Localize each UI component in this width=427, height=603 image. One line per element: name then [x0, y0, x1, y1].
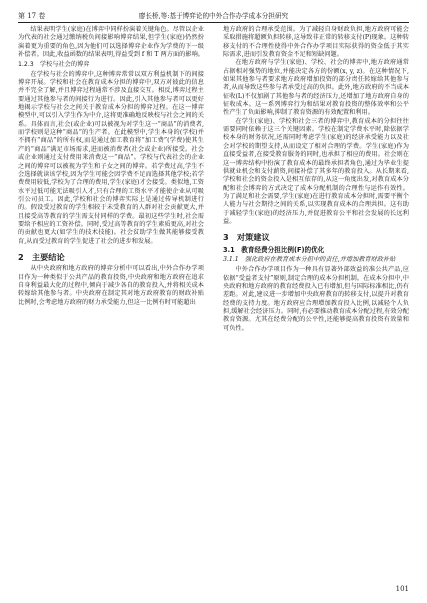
subsection-heading: 1.2.3 学校与社会的博弈	[18, 61, 90, 69]
paragraph: 从中央政府和地方政府的博弈分析中可以看出,中外合作办学项目作为一种类似于公共产品的教育投资,中央政府和地方政府在追求自身利益最大化的过程中,倾向于减少各自的教育投入,并将相关成本转嫁给其他参与者。中央政府在制定其对地方政府教育的财政补贴比例时,会考虑地方政府的财力承受能力,但这一比例有时可能超出	[18, 265, 204, 306]
running-header	[18, 10, 409, 23]
section-heading: 3 对策建议	[223, 232, 270, 243]
section-heading: 2 主要结论	[18, 251, 65, 262]
subsubsection-heading: 3.1.1 强化政府在教育成本分担中的责任,并增加教育财政补贴	[223, 255, 396, 263]
running-title: 廖长桥,等:基于博弈论的中外合作办学成本分担研究	[138, 12, 289, 20]
paragraph: 在学校与社会的博弈中,这种博弈常常以双方利益机制下的间接博弈开展。学校和社会在教育成本分担的博弈中,双方对彼此的信息并不完全了解,并且博弈过程通常不涉及直接交互。相反,博弈过程主要通过其他参与者的间接行为进行。因此,引入其他参与者可以更好地揭示学校与社会之间关于教育成本分担的博弈过程。在这一博弈模型中,可以引入学生作为中介,这将更准确地反映校与社会之间的关系。具体而言,社会(或企业)可以被视为对学生这一“商品”的消费者,而学校则是这种“商品”的生产者。在此模型中,学生本身的(学校)并不拥有“商品”的所有权,而是通过加工教育将“加工费”(学费)使其生产的“商品”满足市场需求,进而被消费者(社会或企业)所接受。社会或企业则通过支付费用来消费这一“商品”。学校与代表社会的企业之间的博弈可以被视为学生和子女之间的博弈。若学费过高,学生不会选择就读该学校,因为学生可能会因学费不足而选择其他学校;若学费费用较低,学校为了合理的费用,学生(家庭)才会接受。类似地,工资水平过低可能无法吸引人才,只有合理的工资水平才能使企业从可吸引公司员工。因此,学校和社会的博弈实际上是通过传导机制进行的。假设受过教育的学生相较于未受教育的人群对社会贡献更大,并且接受高等教育的学生需支付同样的学费。最初这些学生时,社会需要给予相应的工资补偿。同时,受过高等教育的学生素质更高,对社会的贡献也更大(如学生的技术技能)。社会贫助学生做其能够接受教育,从而受过教育的学生促进了社会的进步和发展。	[18, 70, 204, 245]
subsection-heading: 3.1 教育经费分担比例(F)的优化	[223, 245, 325, 254]
right-column	[223, 26, 409, 333]
left-column	[18, 26, 204, 307]
paragraph: 地方政府的合理承受范围。为了减轻自身财政负担,地方政府可能会采取措施将超额负担转移,这导致非正常的转移支付(P)现象。这种转移支付的不合理性使得中外合作办学项目实际获得的资金低于其实际需求,进而引发教育资金不足和短缺问题。	[223, 26, 409, 59]
paragraph: 结果表明学生(家庭)在博弈中同样扮演着关键角色。尽管以企业为代表的社会通过缴纳税负间接影响博弈结果,但学生(家庭)仍然扮演着更为重要的角色,因为他们可以选择博弈企业作为学费的下一级补偿者。因此,收益函数的结果表明,得益受到 f 和 T 两方面的影响。	[18, 26, 204, 59]
paragraph: 在地方政府与学生(家庭)、学校、社会的博弈中,地方政府通常占据相对强势的地位,并能决定各方的份额(x, y, z)。在这种情况下,如果其他参与者要求地方政府增加投资的部分责任转嫁给其他参与者,从而导致这些参与者承受过高的负担。此外,地方政府的不当成本征收(L)不仅加剧了其他参与者的经济压力,还增加了地方政府自身的征收成本。这一系列博弈行为和结果对教育投资的整体效率和公平性产生了负面影响,抑制了教育资源的有效配置和利用。	[223, 59, 409, 117]
paragraph: 在学生(家庭)、学校和社会三者的博弈中,教育成本的分担往往需要同时依赖于这三个关键因素。学校在制定学费水平时,除依据学校本身的财务状况,还需同时考虑学生(家庭)的经济承受能力以及社会对学校的期望支持,从而设定了相对合理的学费。学生(家庭)作为直接受益者,在接受教育服务的同时,也承担了相应的费用。社会则在这一博弈结构中扮演了教育成本的最终承担者角色,通过为毕业生提供就业机会和支付薪资,间接补偿了其多年的教育投入。从长期来看,学校和社会的资金投入是相互依存的,从这一角度出发,对教育成本分配和社会博弈的方式决定了成本分配机制的合理性与运作有效性。为了满足和社会需要,学生(家庭)在进行教育成本分担时,需要平衡个人能力与社会期待之间的关系,以实现教育成本的合理共担。这有助于减轻学生(家庭)的经济压力,并促进教育公平和社会发展的长远利益。	[223, 117, 409, 225]
paragraph: 中外合作办学项目作为一种具有显著外部效益的准公共产品,应依据“受益者支付”原则,制定合理的成本分担机制。在成本分担中,中央政府和地方政府的教育经费投入已有增加,但与国际标准相比,仍有差距。对此,建议进一步增加中央政府教育的转移支付,以提升对教育经费的支持力度。地方政府应合理增加教育投入比例,以减轻个人负担,缓解社会经济压力。同时,有必要推动教育成本分配过程,有效分配教育资源。尤其在经费分配的公平性,还能够提高教育投资有效量和可负性。	[223, 266, 409, 332]
volume-label: 第 17 卷	[18, 12, 46, 20]
page-number: 101	[395, 585, 409, 593]
